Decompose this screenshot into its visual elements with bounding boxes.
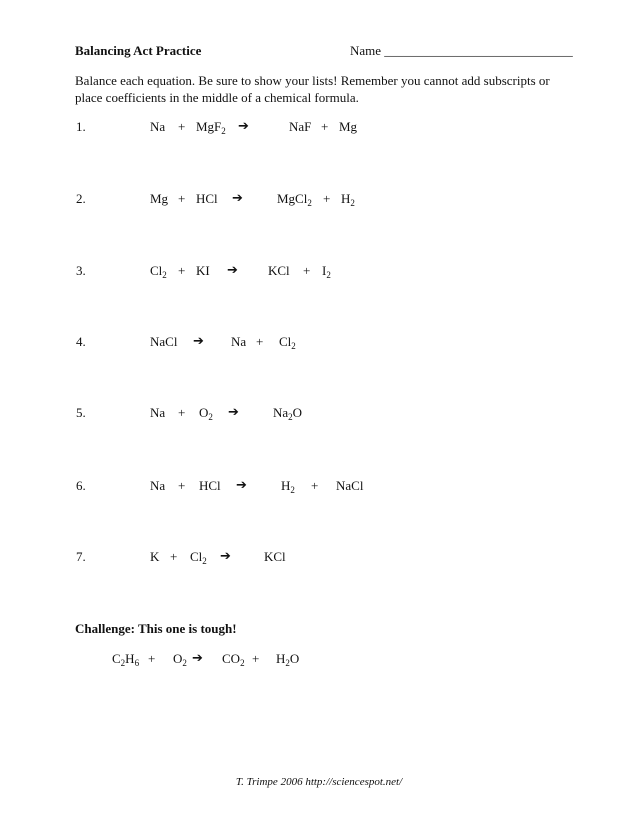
formula-text: I	[322, 263, 327, 278]
subscript: 2	[350, 198, 355, 208]
chemical-formula	[322, 263, 331, 279]
subscript: 2	[291, 341, 296, 351]
formula-text: Cl	[190, 549, 203, 564]
name-label: Name	[350, 43, 382, 58]
chemical-formula	[173, 651, 187, 667]
formula-text: Cl	[279, 334, 292, 349]
chemical-formula	[150, 334, 177, 350]
plus-operator: +	[311, 478, 319, 493]
instructions: Balance each equation. Be sure to show your lists! Remember you cannot add subscripts or place coefficients in the middle of a chemical formula.	[75, 73, 550, 105]
chemical-formula	[196, 263, 210, 279]
formula-text: K	[150, 549, 160, 564]
formula-text: H	[341, 191, 351, 206]
equation-number: 3.	[76, 263, 86, 278]
formula-text: Na	[231, 334, 247, 349]
formula-text: O	[173, 651, 183, 666]
equation-number: 5.	[76, 405, 86, 420]
subscript: 2	[285, 658, 290, 668]
chemical-formula	[281, 478, 295, 494]
name-blank-line[interactable]: _____________________________	[384, 43, 573, 58]
formula-text: HCl	[196, 191, 218, 206]
reaction-arrow-icon: ➔	[228, 405, 239, 420]
formula-text: C	[112, 651, 121, 666]
formula-text: Na	[150, 478, 166, 493]
worksheet-title: Balancing Act Practice	[75, 43, 202, 58]
plus-operator: +	[323, 191, 331, 206]
subscript: 2	[288, 412, 293, 422]
chemical-formula	[341, 191, 355, 207]
subscript: 2	[162, 270, 167, 280]
chemical-formula	[273, 405, 302, 421]
chemical-formula	[199, 405, 213, 421]
subscript: 2	[208, 412, 213, 422]
reaction-arrow-icon: ➔	[193, 334, 204, 349]
reaction-arrow-icon: ➔	[236, 478, 247, 493]
chemical-formula	[276, 651, 299, 667]
chemical-formula	[150, 119, 165, 135]
name-field[interactable]	[350, 43, 573, 59]
plus-operator: +	[321, 119, 329, 134]
subscript: 2	[290, 485, 295, 495]
formula-text: HCl	[199, 478, 221, 493]
formula-text: O	[289, 651, 300, 666]
equation-number: 4.	[76, 334, 86, 349]
reaction-arrow-icon: ➔	[220, 549, 231, 564]
equation-number: 1.	[76, 119, 86, 134]
formula-text: CO	[222, 651, 241, 666]
formula-text: KI	[196, 263, 210, 278]
formula-text: Na	[150, 405, 166, 420]
chemical-formula	[289, 119, 311, 135]
chemical-formula	[150, 263, 167, 279]
subscript: 2	[326, 270, 331, 280]
chemical-formula	[112, 651, 139, 667]
chemical-formula	[150, 191, 168, 207]
chemical-formula	[199, 478, 221, 494]
formula-text: H	[125, 651, 135, 666]
formula-text: MgF	[196, 119, 222, 134]
chemical-formula	[196, 191, 218, 207]
chemical-formula	[336, 478, 363, 494]
formula-text: Na	[273, 405, 289, 420]
chemical-formula	[196, 119, 226, 135]
chemical-formula	[150, 478, 165, 494]
equation-number: 6.	[76, 478, 86, 493]
subscript: 2	[221, 126, 226, 136]
reaction-arrow-icon: ➔	[232, 191, 243, 206]
plus-operator: +	[178, 191, 186, 206]
plus-operator: +	[256, 334, 264, 349]
equation-number: 7.	[76, 549, 86, 564]
formula-text: KCl	[268, 263, 290, 278]
formula-text: NaCl	[150, 334, 178, 349]
plus-operator: +	[303, 263, 311, 278]
formula-text: Mg	[339, 119, 358, 134]
formula-text: NaF	[289, 119, 312, 134]
subscript: 2	[240, 658, 245, 668]
challenge-heading: Challenge: This one is tough!	[75, 621, 237, 636]
plus-operator: +	[170, 549, 178, 564]
chemical-formula	[231, 334, 246, 350]
subscript: 2	[307, 198, 312, 208]
formula-text: Cl	[150, 263, 163, 278]
chemical-formula	[268, 263, 290, 279]
chemical-formula	[150, 405, 165, 421]
footer-credit: T. Trimpe 2006 http://sciencespot.net/	[235, 776, 403, 788]
reaction-arrow-icon: ➔	[227, 263, 238, 278]
formula-text: Mg	[150, 191, 169, 206]
plus-operator: +	[252, 651, 260, 666]
reaction-arrow-icon: ➔	[192, 651, 203, 666]
plus-operator: +	[148, 651, 156, 666]
chemical-formula	[264, 549, 286, 565]
formula-text: H	[276, 651, 286, 666]
equation-number: 2.	[76, 191, 86, 206]
chemical-formula	[339, 119, 357, 135]
plus-operator: +	[178, 405, 186, 420]
subscript: 2	[182, 658, 187, 668]
formula-text: Na	[150, 119, 166, 134]
chemical-formula	[277, 191, 312, 207]
formula-text: MgCl	[277, 191, 308, 206]
plus-operator: +	[178, 119, 186, 134]
chemical-formula	[279, 334, 296, 350]
plus-operator: +	[178, 263, 186, 278]
subscript: 6	[134, 658, 140, 668]
formula-text: O	[199, 405, 209, 420]
formula-text: H	[281, 478, 291, 493]
chemical-formula	[190, 549, 207, 565]
subscript: 2	[202, 556, 207, 566]
formula-text: NaCl	[336, 478, 364, 493]
subscript: 2	[120, 658, 126, 668]
formula-text: KCl	[264, 549, 286, 564]
chemical-formula	[150, 549, 159, 565]
formula-text: O	[292, 405, 303, 420]
chemical-formula	[222, 651, 245, 667]
plus-operator: +	[178, 478, 186, 493]
reaction-arrow-icon: ➔	[238, 119, 249, 134]
